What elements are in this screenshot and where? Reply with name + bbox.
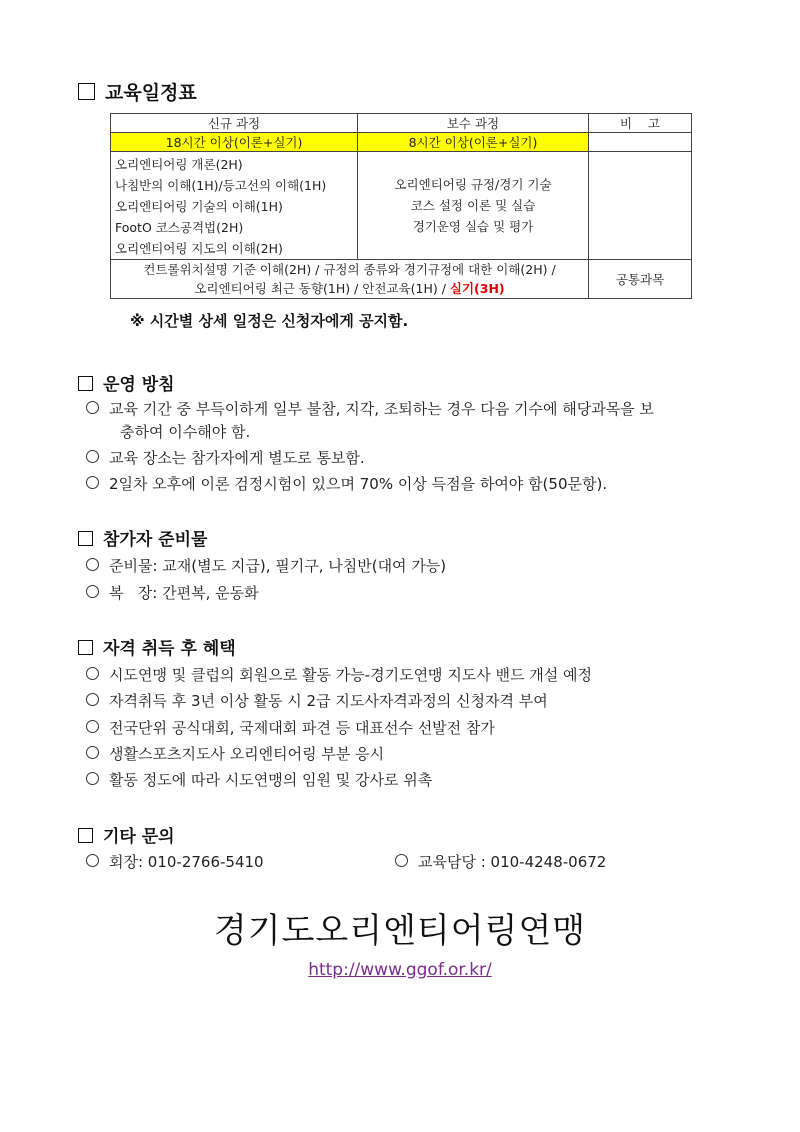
supplies-heading bbox=[78, 525, 207, 550]
list-item bbox=[86, 555, 446, 576]
list-item-text: 교육 장소는 참가자에게 별도로 통보함. bbox=[109, 449, 365, 467]
list-item-text: 생활스포츠지도사 오리엔티어링 부분 응시 bbox=[109, 745, 385, 763]
note-empty-cell bbox=[589, 152, 692, 260]
circle-bullet-icon bbox=[86, 667, 99, 680]
renew-hours-cell: 8시간 이상(이론+실기) bbox=[358, 133, 589, 152]
list-item bbox=[86, 690, 548, 711]
list-item bbox=[86, 717, 495, 738]
circle-bullet-icon bbox=[395, 854, 408, 867]
organization-name: 경기도오리엔티어링연맹 bbox=[213, 911, 587, 951]
benefits-heading-text: 자격 취득 후 혜택 bbox=[103, 639, 236, 659]
circle-bullet-icon bbox=[86, 476, 99, 489]
circle-bullet-icon bbox=[86, 450, 99, 463]
schedule-heading bbox=[78, 78, 197, 105]
checkbox-square-icon bbox=[78, 531, 93, 546]
circle-bullet-icon bbox=[86, 401, 99, 414]
list-item-text: 자격취득 후 3년 이상 활동 시 2급 지도사자격과정의 신청자격 부여 bbox=[109, 692, 548, 710]
list-item-text: 교육 기간 중 부득이하게 일부 불참, 지각, 조퇴하는 경우 다음 기수에 해당과목을 보 bbox=[109, 400, 654, 418]
list-item-text: 준비물: 교재(별도 지급), 필기구, 나침반(대여 가능) bbox=[109, 557, 447, 575]
checkbox-square-icon bbox=[78, 83, 95, 100]
list-item bbox=[86, 447, 365, 468]
checkbox-square-icon bbox=[78, 640, 93, 655]
common-subjects-cell bbox=[111, 260, 589, 299]
list-item bbox=[86, 582, 259, 603]
policy-heading bbox=[78, 370, 175, 395]
policy-heading-text: 운영 방침 bbox=[103, 375, 175, 395]
list-item-continuation: 충하여 이수해야 함. bbox=[120, 423, 251, 441]
contact-heading-text: 기타 문의 bbox=[103, 827, 175, 847]
new-item: FootO 코스공격법(2H) bbox=[115, 220, 244, 235]
schedule-footnote: ※ 시간별 상세 일정은 신청자에게 공지함. bbox=[130, 312, 409, 330]
supplies-heading-text: 참가자 준비물 bbox=[103, 530, 208, 550]
renew-item: 코스 설정 이론 및 실습 bbox=[410, 198, 536, 213]
circle-bullet-icon bbox=[86, 693, 99, 706]
renew-items-cell bbox=[358, 152, 589, 260]
note-empty-cell bbox=[589, 133, 692, 152]
list-item-text: 전국단위 공식대회, 국제대회 파견 등 대표선수 선발전 참가 bbox=[109, 719, 495, 737]
checkbox-square-icon bbox=[78, 828, 93, 843]
col-renew-header: 보수 과정 bbox=[358, 114, 589, 133]
new-item: 오리엔티어링 개론(2H) bbox=[115, 157, 243, 172]
circle-bullet-icon bbox=[86, 585, 99, 598]
schedule-heading-text: 교육일정표 bbox=[105, 82, 197, 104]
new-item: 오리엔티어링 지도의 이해(2H) bbox=[115, 241, 283, 256]
list-item-text: 복 장: 간편복, 운동화 bbox=[109, 584, 259, 602]
circle-bullet-icon bbox=[86, 558, 99, 571]
circle-bullet-icon bbox=[86, 854, 99, 867]
common-line-2: 오리엔티어링 최근 동향(1H) / 안전교육(1H) / 실기(3H) bbox=[194, 281, 505, 296]
circle-bullet-icon bbox=[86, 720, 99, 733]
list-item-text: 시도연맹 및 클럽의 회원으로 활동 가능-경기도연맹 지도사 밴드 개설 예정 bbox=[109, 666, 593, 684]
new-item: 오리엔티어링 기술의 이해(1H) bbox=[115, 199, 283, 214]
website-link[interactable]: http://www.ggof.or.kr/ bbox=[308, 960, 492, 980]
circle-bullet-icon bbox=[86, 772, 99, 785]
common-note-cell: 공통과목 bbox=[589, 260, 692, 299]
checkbox-square-icon bbox=[78, 376, 93, 391]
list-item bbox=[86, 664, 592, 685]
list-item-text: 활동 정도에 따라 시도연맹의 임원 및 강사로 위촉 bbox=[109, 771, 433, 789]
contact-staff bbox=[395, 851, 606, 872]
new-item: 나침반의 이해(1H)/등고선의 이해(1H) bbox=[115, 178, 327, 193]
contact-president-text: 회장: 010-2766-5410 bbox=[109, 853, 264, 871]
schedule-table bbox=[110, 113, 692, 299]
new-hours-cell: 18시간 이상(이론+실기) bbox=[111, 133, 358, 152]
practice-hours: 실기(3H) bbox=[449, 281, 505, 296]
contact-president bbox=[86, 851, 264, 872]
renew-item: 경기운영 실습 및 평가 bbox=[412, 219, 534, 234]
col-note-header: 비 고 bbox=[589, 114, 692, 133]
list-item bbox=[86, 743, 384, 764]
list-item bbox=[86, 398, 654, 419]
col-new-header: 신규 과정 bbox=[111, 114, 358, 133]
new-items-cell bbox=[111, 152, 358, 260]
list-item bbox=[86, 473, 607, 494]
contact-staff-text: 교육담당 : 010-4248-0672 bbox=[418, 853, 607, 871]
common-line-1: 컨트롤위치설명 기준 이해(2H) / 규정의 종류와 경기규정에 대한 이해(2H) / bbox=[143, 262, 556, 277]
list-item-text: 2일차 오후에 이론 검정시험이 있으며 70% 이상 득점을 하여야 함(50문항). bbox=[109, 475, 608, 493]
benefits-heading bbox=[78, 634, 236, 659]
circle-bullet-icon bbox=[86, 746, 99, 759]
renew-item: 오리엔티어링 규정/경기 기술 bbox=[394, 177, 552, 192]
list-item bbox=[86, 769, 432, 790]
contact-heading bbox=[78, 822, 175, 847]
